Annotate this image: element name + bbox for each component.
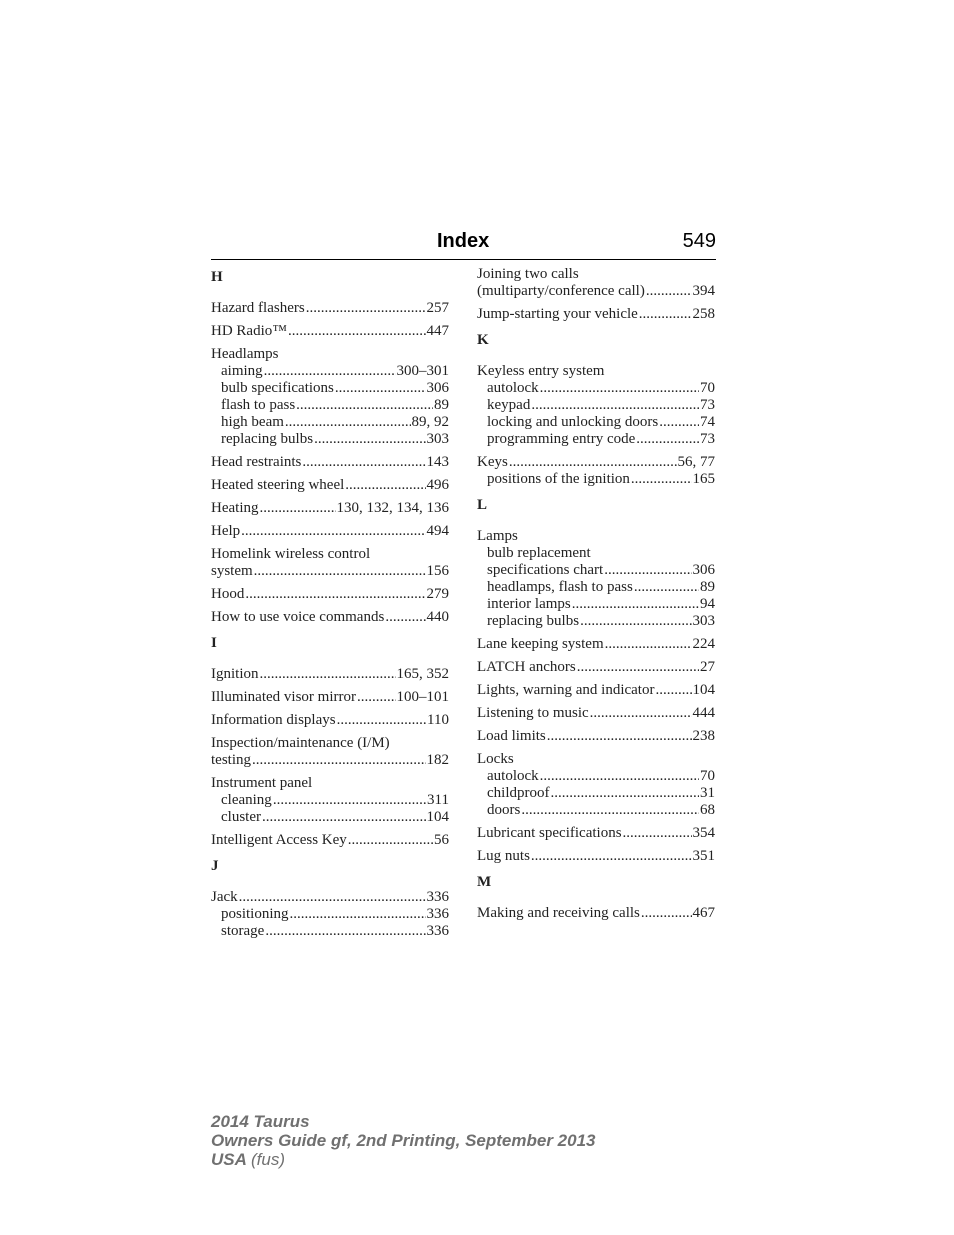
index-subentry-page: 94: [700, 596, 715, 612]
index-entry: [211, 752, 449, 769]
leader-dots: [655, 682, 691, 699]
leader-dots: [631, 471, 692, 488]
index-entry: [477, 636, 715, 653]
index-subentry-label: replacing bulbs: [487, 613, 580, 629]
page-footer: [211, 1112, 595, 1169]
index-subentry: [477, 431, 715, 448]
leader-dots: [531, 848, 692, 865]
index-entry: [211, 775, 449, 792]
index-subentry-label: cleaning: [221, 792, 272, 808]
leader-dots: [288, 323, 426, 340]
leader-dots: [572, 596, 699, 613]
index-entry-label: Head restraints: [211, 454, 302, 470]
index-subentry: [477, 785, 715, 802]
index-subentry-page: 74: [700, 414, 715, 430]
index-entry: [211, 323, 449, 340]
index-entry-label: Lights, warning and indicator: [477, 682, 655, 698]
index-entry-page: 257: [426, 300, 449, 316]
index-entry-page: 110: [427, 712, 449, 728]
leader-dots: [521, 802, 699, 819]
index-subentry: [211, 414, 449, 431]
index-entry-page: 258: [692, 306, 715, 322]
leader-dots: [590, 705, 692, 722]
index-subentry-label: headlamps, flash to pass: [487, 579, 633, 595]
leader-dots: [290, 906, 426, 923]
index-entry-label: (multiparty/conference call): [477, 283, 645, 299]
index-subentry: [211, 431, 449, 448]
index-subentry-page: 70: [700, 380, 715, 396]
index-entry-line: Joining two calls: [477, 266, 579, 282]
index-subentry-label: storage: [221, 923, 265, 939]
index-entry-page: 354: [692, 825, 715, 841]
index-subentry-label: replacing bulbs: [221, 431, 314, 447]
index-entry-label: Hazard flashers: [211, 300, 305, 316]
leader-dots: [296, 397, 433, 414]
index-entry: [477, 728, 715, 745]
index-entry: [211, 689, 449, 706]
index-entry-label: system: [211, 563, 253, 579]
index-subentry-page: 336: [426, 906, 449, 922]
section-letter: K: [477, 332, 489, 348]
leader-dots: [348, 832, 433, 849]
leader-dots: [547, 728, 692, 745]
index-entry-page: 279: [426, 586, 449, 602]
index-subentry: [477, 579, 715, 596]
index-subentry: [477, 471, 715, 488]
index-entry: [477, 454, 715, 471]
index-entry-page: 104: [692, 682, 715, 698]
index-subentry: [477, 802, 715, 819]
index-subentry-label: keypad: [487, 397, 531, 413]
leader-dots: [260, 666, 396, 683]
index-subentry: [477, 380, 715, 397]
index-entry-label: Headlamps: [211, 346, 279, 362]
footer-model: 2014 Taurus: [211, 1112, 310, 1131]
index-entry: [211, 300, 449, 317]
leader-dots: [337, 712, 426, 729]
index-entry: [211, 889, 449, 906]
index-subentry-page: 89: [700, 579, 715, 595]
index-entry-line: Homelink wireless control: [211, 546, 371, 562]
index-entry-label: Heating: [211, 500, 259, 516]
page-header: [211, 229, 716, 260]
index-subentry-label: specifications chart: [487, 562, 604, 578]
section-letter: H: [211, 269, 223, 285]
index-entry: [477, 528, 715, 545]
index-subentry-label: high beam: [221, 414, 284, 430]
leader-dots: [259, 500, 335, 517]
index-subentry: [477, 613, 715, 630]
index-subentry-label: autolock: [487, 380, 539, 396]
index-entry-label: Ignition: [211, 666, 259, 682]
index-entry-label: Jack: [211, 889, 238, 905]
index-subentry-page: 68: [700, 802, 715, 818]
leader-dots: [335, 380, 426, 397]
leader-dots: [385, 609, 425, 626]
leader-dots: [345, 477, 425, 494]
index-entry-page: 394: [692, 283, 715, 299]
index-subentry: [477, 768, 715, 785]
index-entry-label: Hood: [211, 586, 245, 602]
leader-dots: [580, 613, 691, 630]
index-entry: [477, 848, 715, 865]
leader-dots: [639, 306, 692, 323]
index-entry-label: Making and receiving calls: [477, 905, 640, 921]
index-subentry: [211, 380, 449, 397]
index-entry: [477, 659, 715, 676]
leader-dots: [265, 923, 425, 940]
index-entry-page: 130, 132, 134, 136: [336, 500, 449, 516]
index-subentry-page: 306: [426, 380, 449, 396]
leader-dots: [264, 363, 396, 380]
index-subentry-page: 73: [700, 397, 715, 413]
index-entry-label: Load limits: [477, 728, 546, 744]
index-subentry-label: aiming: [221, 363, 263, 379]
index-subentry-label: childproof: [487, 785, 550, 801]
leader-dots: [577, 659, 699, 676]
index-entry-page: 496: [426, 477, 449, 493]
section-letter: M: [477, 874, 492, 890]
leader-dots: [623, 825, 692, 842]
index-entry: [477, 705, 715, 722]
leader-dots: [245, 586, 425, 603]
index-entry-label: Intelligent Access Key: [211, 832, 347, 848]
index-entry-label: testing: [211, 752, 251, 768]
leader-dots: [314, 431, 425, 448]
index-entry-label: LATCH anchors: [477, 659, 576, 675]
section-letter: I: [211, 635, 217, 651]
index-entry-label: Lane keeping system: [477, 636, 604, 652]
leader-dots: [273, 792, 426, 809]
index-entry-label: Jump-starting your vehicle: [477, 306, 638, 322]
footer-region-line: [211, 1150, 595, 1169]
index-entry-page: 440: [426, 609, 449, 625]
index-entry-page: 336: [426, 889, 449, 905]
index-entry-label: Listening to music: [477, 705, 589, 721]
index-entry: [211, 563, 449, 580]
index-entry-label: Information displays: [211, 712, 336, 728]
leader-dots: [306, 300, 426, 317]
index-subentry-label: programming entry code: [487, 431, 636, 447]
index-entry-page: 494: [426, 523, 449, 539]
index-entry-label: Lug nuts: [477, 848, 530, 864]
leader-dots: [241, 523, 425, 540]
index-entry-label: Keyless entry system: [477, 363, 605, 379]
leader-dots: [636, 431, 699, 448]
leader-dots: [641, 905, 692, 922]
index-subentry: [477, 596, 715, 613]
index-entry-page: 224: [692, 636, 715, 652]
index-subentry-page: 303: [692, 613, 715, 629]
index-subentry-page: 70: [700, 768, 715, 784]
index-subentry-page: 300–301: [396, 363, 449, 379]
index-column-left: [211, 266, 449, 946]
leader-dots: [239, 889, 426, 906]
index-subentry-line: bulb replacement: [487, 545, 591, 561]
index-entry: [211, 666, 449, 683]
index-subentry-page: 104: [426, 809, 449, 825]
index-entry-label: Illuminated visor mirror: [211, 689, 356, 705]
index-entry-label: Lamps: [477, 528, 518, 544]
index-entry: [477, 306, 715, 323]
leader-dots: [550, 785, 699, 802]
leader-dots: [604, 562, 691, 579]
page-title: Index: [437, 230, 490, 252]
leader-dots: [357, 689, 396, 706]
index-entry: [477, 905, 715, 922]
index-entry-page: 238: [692, 728, 715, 744]
index-entry: [211, 454, 449, 471]
index-subentry-page: 336: [426, 923, 449, 939]
index-entry: [477, 825, 715, 842]
leader-dots: [252, 752, 426, 769]
index-subentry: [211, 906, 449, 923]
index-entry: [477, 751, 715, 768]
leader-dots: [605, 636, 692, 653]
index-entry: [211, 500, 449, 517]
index-subentry: [211, 397, 449, 414]
leader-dots: [531, 397, 699, 414]
index-entry: [211, 523, 449, 540]
index-entry: [477, 682, 715, 699]
index-entry: [211, 609, 449, 626]
index-entry: [211, 586, 449, 603]
index-entry: [211, 712, 449, 729]
index-entry-label: Heated steering wheel: [211, 477, 345, 493]
index-column-right: [477, 266, 715, 928]
index-entry-label: Help: [211, 523, 241, 539]
index-entry-page: 100–101: [396, 689, 449, 705]
index-subentry-label: positioning: [221, 906, 289, 922]
index-subentry-page: 303: [426, 431, 449, 447]
index-subentry: [477, 397, 715, 414]
index-subentry: [211, 923, 449, 940]
index-subentry: [211, 363, 449, 380]
index-entry-page: 156: [426, 563, 449, 579]
index-subentry-label: interior lamps: [487, 596, 571, 612]
index-entry: [211, 346, 449, 363]
page-number: 549: [682, 230, 716, 252]
section-letter: L: [477, 497, 488, 513]
index-subentry-page: 89: [434, 397, 449, 413]
index-entry-line: Inspection/maintenance (I/M): [211, 735, 390, 751]
index-subentry-page: 165: [692, 471, 715, 487]
index-entry-label: HD Radio™: [211, 323, 287, 339]
index-subentry-label: flash to pass: [221, 397, 296, 413]
index-entry: [211, 832, 449, 849]
index-subentry-page: 73: [700, 431, 715, 447]
footer-region-code: (fus): [251, 1150, 285, 1169]
leader-dots: [634, 579, 699, 596]
index-entry-label: Lubricant specifications: [477, 825, 622, 841]
index-entry-label: Keys: [477, 454, 508, 470]
leader-dots: [646, 283, 692, 300]
section-letter: J: [211, 858, 219, 874]
leader-dots: [262, 809, 426, 826]
index-subentry-label: cluster: [221, 809, 261, 825]
leader-dots: [285, 414, 411, 431]
index-entry: [477, 363, 715, 380]
index-subentry-page: 31: [700, 785, 715, 801]
index-subentry: [211, 792, 449, 809]
index-entry-label: How to use voice commands: [211, 609, 385, 625]
index-subentry: [477, 562, 715, 579]
index-subentry-page: 306: [692, 562, 715, 578]
index-subentry-label: locking and unlocking doors: [487, 414, 659, 430]
index-entry-page: 467: [692, 905, 715, 921]
index-entry-page: 351: [692, 848, 715, 864]
index-entry-label: Locks: [477, 751, 514, 767]
leader-dots: [540, 380, 699, 397]
index-subentry: [477, 414, 715, 431]
index-subentry-label: positions of the ignition: [487, 471, 630, 487]
leader-dots: [302, 454, 425, 471]
index-subentry-label: bulb specifications: [221, 380, 334, 396]
index-subentry-label: autolock: [487, 768, 539, 784]
footer-region: USA: [211, 1150, 247, 1169]
index-subentry-label: doors: [487, 802, 521, 818]
index-entry-page: 27: [700, 659, 715, 675]
index-entry-page: 447: [426, 323, 449, 339]
leader-dots: [254, 563, 426, 580]
index-entry-page: 165, 352: [396, 666, 449, 682]
index-entry-label: Instrument panel: [211, 775, 313, 791]
leader-dots: [540, 768, 699, 785]
footer-guide: Owners Guide gf, 2nd Printing, September 2013: [211, 1131, 596, 1150]
index-entry-page: 56: [434, 832, 449, 848]
index-entry: [211, 477, 449, 494]
leader-dots: [509, 454, 677, 471]
index-entry-page: 56, 77: [677, 454, 715, 470]
index-subentry-page: 89, 92: [411, 414, 449, 430]
index-entry-page: 444: [692, 705, 715, 721]
index-subentry: [211, 809, 449, 826]
leader-dots: [659, 414, 699, 431]
index-entry-page: 182: [426, 752, 449, 768]
index-subentry-page: 311: [427, 792, 449, 808]
index-entry-page: 143: [426, 454, 449, 470]
index-entry: [477, 283, 715, 300]
